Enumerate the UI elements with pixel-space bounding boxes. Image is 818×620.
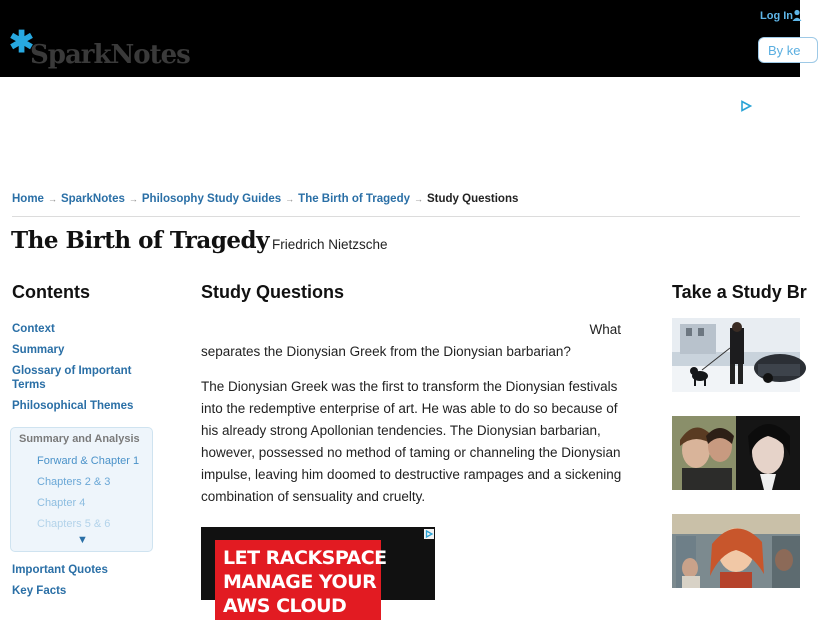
study-question — [201, 319, 621, 363]
toc-link-key-facts[interactable]: Key Facts — [12, 585, 67, 597]
sparknotes-logo-wordmark[interactable]: SparkNotes — [30, 40, 190, 70]
study-break-thumbnail[interactable] — [672, 318, 800, 392]
study-break-thumbnail[interactable] — [672, 416, 800, 490]
breadcrumb — [12, 193, 518, 205]
table-of-contents — [12, 322, 154, 413]
ad-line-3: AWS CLOUD — [223, 595, 347, 617]
toc-link-context[interactable]: Context — [12, 323, 55, 335]
toc-link-quotes[interactable]: Important Quotes — [12, 564, 108, 576]
breadcrumb-sparknotes[interactable]: SparkNotes — [60, 193, 125, 205]
top-nav-bar — [0, 0, 800, 77]
breadcrumb-home[interactable]: Home — [12, 193, 44, 205]
summary-analysis-box — [10, 427, 153, 552]
summary-item[interactable]: Chapters 2 & 3 — [37, 476, 111, 488]
question-line-2: separates the Dionysian Greek from the Dionysian barbarian? — [201, 344, 571, 359]
ad-line-1: LET RACKSPACE — [223, 547, 387, 569]
breadcrumb-current: Study Questions — [427, 193, 519, 205]
login-link[interactable]: Log In — [760, 10, 793, 22]
search-input[interactable] — [758, 37, 818, 63]
summary-item[interactable]: Chapter 4 — [37, 497, 86, 509]
contents-heading: Contents — [12, 282, 90, 302]
adchoices-icon[interactable] — [424, 529, 434, 539]
summary-item[interactable]: Chapters 5 & 6 — [37, 518, 111, 530]
answer-paragraph: The Dionysian Greek was the first to transform the Dionysian festivals into the redemptive enterprise of art. He was able to do so because of his already strong Apollonian tendencies. The Dionysian barbarian, however, possessed no method of taming or channeling the Dionysian impulse, leaving him doomed to destructive rampages and a sickening combination of sensuality and cruelty. — [201, 379, 622, 504]
breadcrumb-separator: → — [47, 194, 57, 204]
toc-link-summary[interactable]: Summary — [12, 344, 65, 356]
ad-text — [223, 546, 387, 618]
toc-link-glossary[interactable]: Glossary of Important Terms — [12, 365, 132, 391]
breadcrumb-book[interactable]: The Birth of Tragedy — [298, 193, 410, 205]
toc-link-themes[interactable]: Philosophical Themes — [12, 400, 134, 412]
page-title: The Birth of Tragedy — [11, 227, 269, 254]
breadcrumb-separator: → — [414, 194, 423, 204]
sparknotes-logo-icon[interactable]: ✱ — [9, 26, 35, 59]
breadcrumb-philosophy-guides[interactable]: Philosophy Study Guides — [141, 193, 282, 205]
question-line-1: What — [589, 322, 621, 337]
study-break-thumbnail[interactable] — [672, 514, 800, 588]
author-name: Friedrich Nietzsche — [272, 237, 388, 252]
breadcrumb-separator: → — [285, 194, 295, 204]
study-break-heading: Take a Study Br — [672, 282, 807, 302]
rackspace-ad[interactable] — [201, 527, 435, 617]
adchoices-icon[interactable] — [740, 100, 752, 112]
summary-item[interactable]: Forward & Chapter 1 — [37, 455, 140, 467]
study-questions-heading: Study Questions — [201, 282, 345, 302]
user-icon[interactable] — [792, 9, 802, 21]
breadcrumb-separator: → — [128, 194, 138, 204]
ad-line-2: MANAGE YOUR — [223, 571, 377, 593]
divider — [12, 216, 800, 217]
scroll-down-icon[interactable]: ▼ — [77, 534, 88, 546]
summary-box-title[interactable]: Summary and Analysis — [19, 433, 140, 445]
